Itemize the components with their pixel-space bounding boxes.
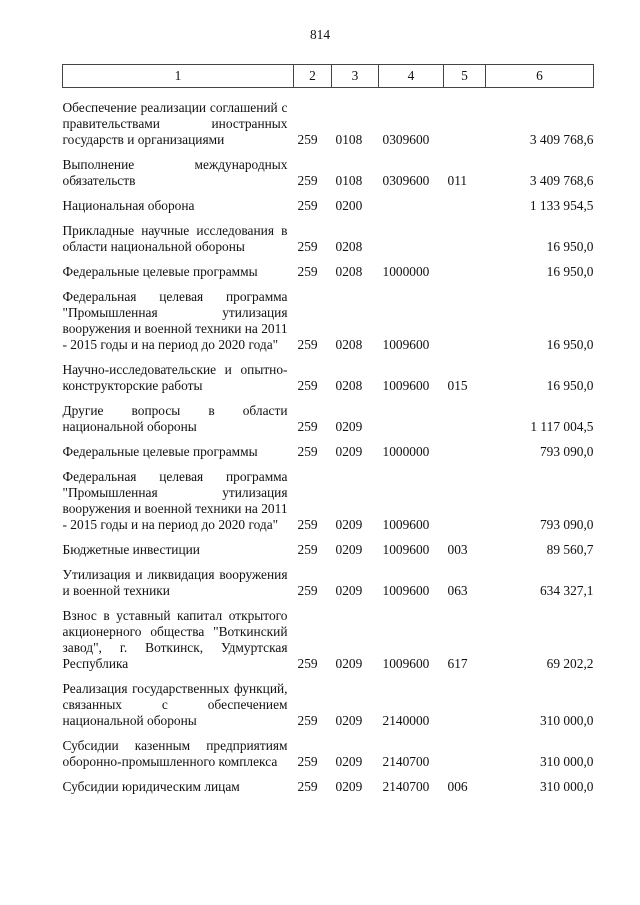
row-ministry-code: 259	[297, 264, 318, 279]
row-ministry-code: 259	[297, 444, 318, 459]
row-expense-type	[444, 672, 486, 729]
row-section-code: 0208	[335, 378, 363, 393]
row-target-code: 1009600	[382, 583, 430, 598]
row-ministry-code: 259	[297, 517, 318, 532]
row-target-code: 1009600	[382, 337, 430, 352]
row-target-code: 0309600	[382, 132, 430, 147]
table-row	[63, 394, 594, 435]
row-name: Субсидии казенным предприятиям оборонно-промышленного комплекса	[62, 738, 288, 769]
row-name: Субсидии юридическим лицам	[62, 779, 240, 794]
row-name: Прикладные научные исследования в области национальной обороны	[62, 223, 288, 254]
row-section-code: 0209	[335, 656, 363, 671]
row-target-code: 2140700	[382, 779, 430, 794]
row-expense-type	[444, 280, 486, 353]
row-ministry-code: 259	[297, 239, 318, 254]
row-section-code: 0209	[335, 583, 363, 598]
row-amount: 16 950,0	[546, 264, 594, 279]
row-amount: 634 327,1	[539, 583, 594, 598]
row-amount: 16 950,0	[546, 239, 594, 254]
table-row	[63, 189, 594, 214]
table-row	[63, 88, 594, 149]
row-name: Обеспечение реализации соглашений с правительствами иностранных государств и организациями	[62, 100, 288, 147]
row-section-code: 0209	[335, 444, 363, 459]
row-section-code: 0208	[335, 239, 363, 254]
row-amount: 1 117 004,5	[530, 419, 594, 434]
row-target-code: 1000000	[382, 264, 430, 279]
row-expense-type: 006	[447, 779, 468, 794]
row-expense-type	[444, 460, 486, 533]
row-expense-type: 063	[447, 583, 468, 598]
row-section-code: 0200	[335, 198, 363, 213]
row-target-code	[379, 394, 444, 435]
row-ministry-code: 259	[297, 754, 318, 769]
row-name: Научно-исследовательские и опытно-конструкторские работы	[62, 362, 288, 393]
row-ministry-code: 259	[297, 132, 318, 147]
row-target-code	[379, 189, 444, 214]
row-expense-type	[444, 435, 486, 460]
header-col-2: 2	[294, 65, 332, 88]
page-number: 814	[309, 27, 331, 42]
table-row	[63, 214, 594, 255]
row-section-code: 0108	[335, 173, 363, 188]
row-name: Национальная оборона	[62, 198, 195, 213]
header-col-6: 6	[486, 65, 594, 88]
table-row	[63, 435, 594, 460]
table-row	[63, 460, 594, 533]
row-ministry-code: 259	[297, 656, 318, 671]
row-target-code: 1000000	[382, 444, 430, 459]
row-name: Федеральная целевая программа "Промышленная утилизация вооружения и военной техники на 2011 - 2015 годы и на период до 2020 года"	[62, 469, 288, 532]
table-row	[63, 770, 594, 795]
table-row	[63, 533, 594, 558]
row-amount: 310 000,0	[539, 713, 594, 728]
row-ministry-code: 259	[297, 337, 318, 352]
row-expense-type	[444, 88, 486, 149]
row-section-code: 0209	[335, 419, 363, 434]
row-name: Бюджетные инвестиции	[62, 542, 200, 557]
row-target-code: 0309600	[382, 173, 430, 188]
row-expense-type	[444, 729, 486, 770]
row-target-code: 1009600	[382, 542, 430, 557]
row-ministry-code: 259	[297, 713, 318, 728]
row-expense-type: 011	[447, 173, 468, 188]
header-col-3: 3	[332, 65, 379, 88]
table-row	[63, 672, 594, 729]
row-name: Реализация государственных функций, связанных с обеспечением национальной обороны	[62, 681, 288, 728]
row-amount: 3 409 768,6	[529, 173, 594, 188]
row-section-code: 0208	[335, 337, 363, 352]
budget-table	[62, 64, 594, 795]
row-target-code: 1009600	[382, 656, 430, 671]
row-name: Утилизация и ликвидация вооружения и военной техники	[62, 567, 288, 598]
row-ministry-code: 259	[297, 583, 318, 598]
row-amount: 310 000,0	[539, 779, 594, 794]
row-amount: 310 000,0	[539, 754, 594, 769]
row-ministry-code: 259	[297, 419, 318, 434]
header-row	[63, 65, 594, 88]
row-name: Другие вопросы в области национальной обороны	[62, 403, 288, 434]
row-expense-type: 003	[447, 542, 468, 557]
row-ministry-code: 259	[297, 173, 318, 188]
row-ministry-code: 259	[297, 378, 318, 393]
row-amount: 16 950,0	[546, 337, 594, 352]
row-amount: 3 409 768,6	[529, 132, 594, 147]
row-amount: 16 950,0	[546, 378, 594, 393]
row-ministry-code: 259	[297, 542, 318, 557]
row-target-code: 2140700	[382, 754, 430, 769]
row-ministry-code: 259	[297, 198, 318, 213]
row-amount: 793 090,0	[539, 444, 594, 459]
table-row	[63, 255, 594, 280]
row-expense-type	[444, 394, 486, 435]
row-section-code: 0209	[335, 542, 363, 557]
row-section-code: 0108	[335, 132, 363, 147]
header-col-1: 1	[63, 65, 294, 88]
table-row	[63, 280, 594, 353]
row-name: Федеральные целевые программы	[62, 444, 258, 459]
row-expense-type	[444, 255, 486, 280]
row-expense-type	[444, 189, 486, 214]
row-expense-type: 617	[447, 656, 468, 671]
row-expense-type	[444, 214, 486, 255]
row-expense-type: 015	[447, 378, 468, 393]
table-row	[63, 729, 594, 770]
row-name: Федеральная целевая программа "Промышленная утилизация вооружения и военной техники на 2011 - 2015 годы и на период до 2020 года"	[62, 289, 288, 352]
row-section-code: 0208	[335, 264, 363, 279]
header-col-4: 4	[379, 65, 444, 88]
row-section-code: 0209	[335, 517, 363, 532]
row-ministry-code: 259	[297, 779, 318, 794]
table-row	[63, 353, 594, 394]
row-target-code: 2140000	[382, 713, 430, 728]
row-amount: 69 202,2	[546, 656, 594, 671]
row-name: Выполнение международных обязательств	[62, 157, 288, 188]
table-row	[63, 148, 594, 189]
row-section-code: 0209	[335, 713, 363, 728]
table-row	[63, 558, 594, 599]
row-name: Федеральные целевые программы	[62, 264, 258, 279]
row-target-code: 1009600	[382, 378, 430, 393]
row-name: Взнос в уставный капитал открытого акционерного общества "Воткинский завод", г. Воткинск, Удмуртская Республика	[62, 608, 288, 671]
row-target-code	[379, 214, 444, 255]
header-col-5: 5	[444, 65, 486, 88]
row-amount: 1 133 954,5	[529, 198, 594, 213]
row-amount: 793 090,0	[539, 517, 594, 532]
row-section-code: 0209	[335, 754, 363, 769]
table-row	[63, 599, 594, 672]
row-amount: 89 560,7	[546, 542, 594, 557]
row-section-code: 0209	[335, 779, 363, 794]
row-target-code: 1009600	[382, 517, 430, 532]
